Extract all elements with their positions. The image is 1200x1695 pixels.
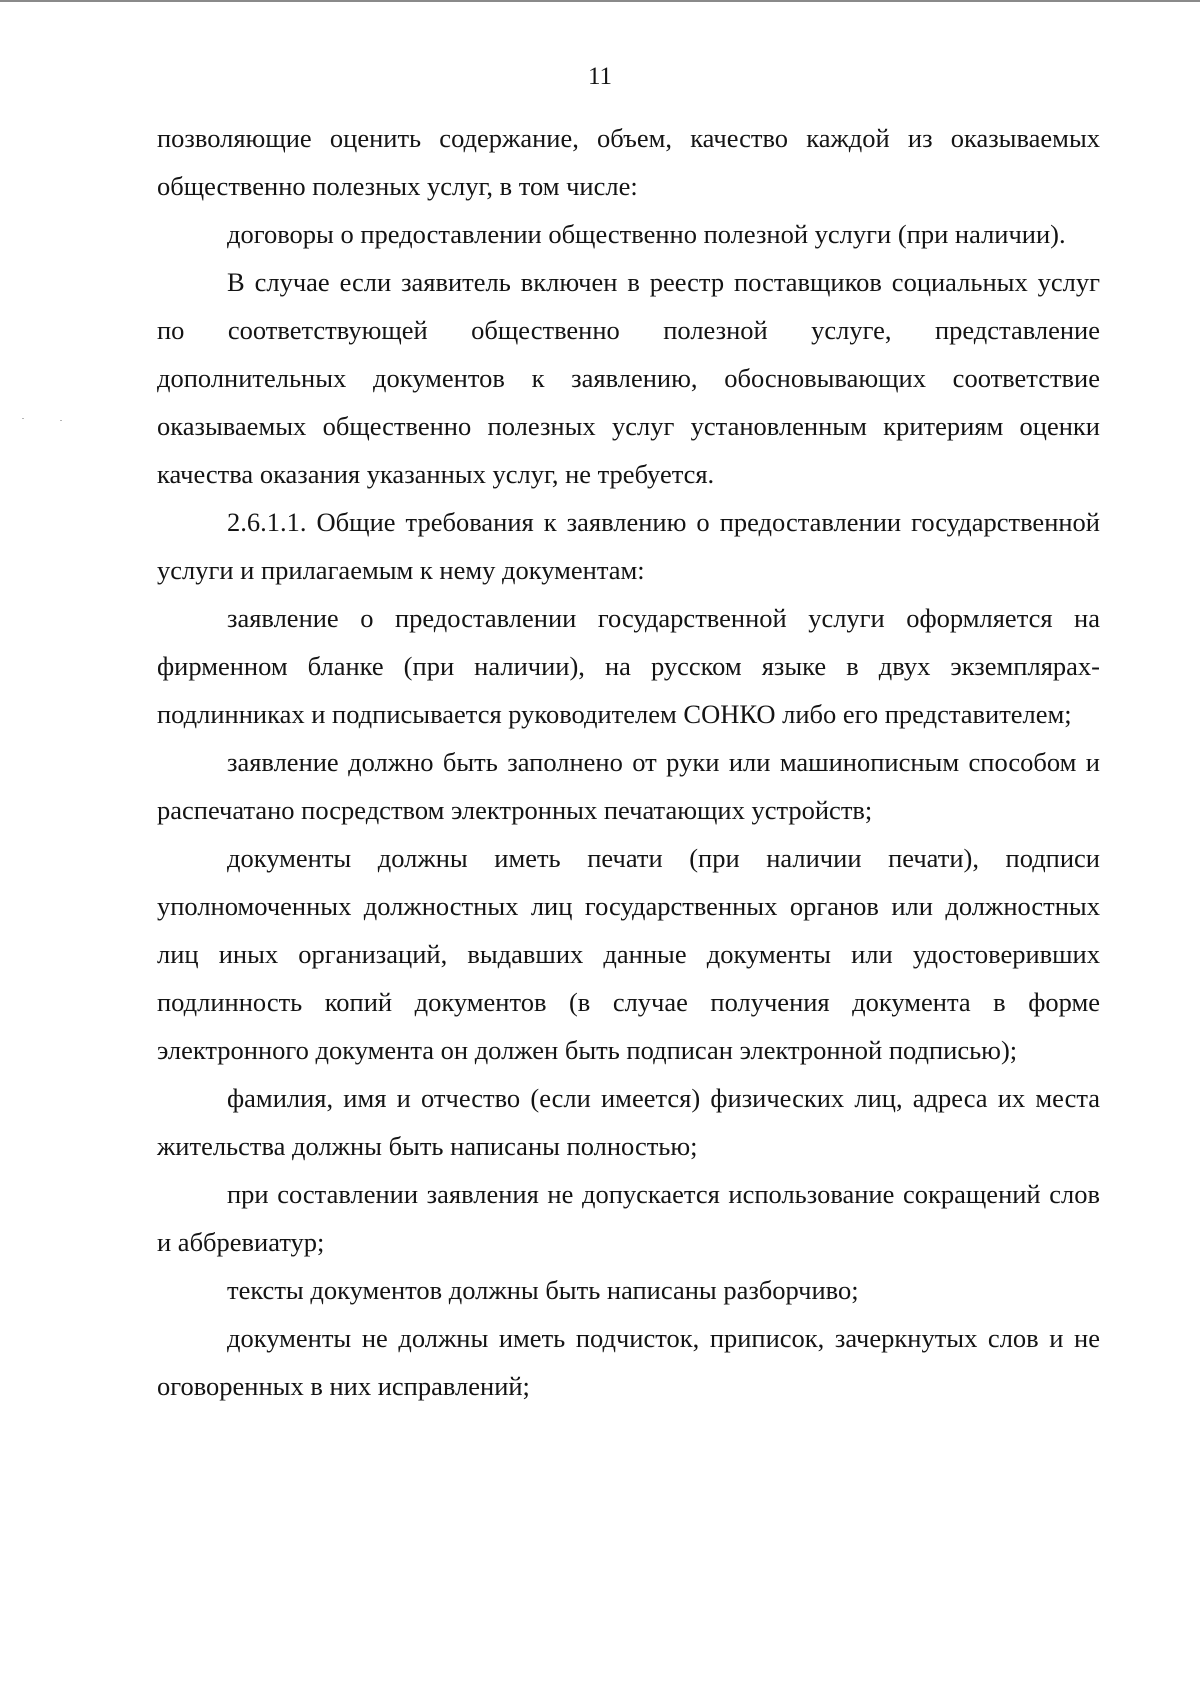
paragraph-section-2-6-1-1: 2.6.1.1. Общие требования к заявлению о предоставлении государственной услуги и прилагаемым к нему документам: bbox=[157, 507, 1100, 585]
page-number: 11 bbox=[587, 63, 613, 90]
paragraph-continuation: позволяющие оценить содержание, объем, качество каждой из оказываемых общественно полезных услуг, в том числе: bbox=[157, 123, 1100, 201]
scan-margin-specks bbox=[22, 418, 72, 422]
document-body bbox=[157, 114, 1100, 1410]
paragraph-registry-exemption: В случае если заявитель включен в реестр поставщиков социальных услуг по соответствующей общественно полезной услуге, представление дополнительных документов к заявлению, обосновывающих соответствие оказываемых общественно полезных услуг установленным критериям оценки качества оказания указанных услуг, не требуется. bbox=[157, 267, 1100, 489]
paragraph-legible-texts: тексты документов должны быть написаны разборчиво; bbox=[227, 1275, 859, 1305]
paragraph-application-filling: заявление должно быть заполнено от руки или машинописным способом и распечатано посредством электронных печатающих устройств; bbox=[157, 747, 1100, 825]
paragraph-contracts: договоры о предоставлении общественно полезной услуги (при наличии). bbox=[227, 219, 1066, 249]
paragraph-documents-seals: документы должны иметь печати (при наличии печати), подписи уполномоченных должностных лиц государственных органов или должностных лиц иных организаций, выдавших данные документы или удостоверивших подлинность копий документов (в случае получения документа в форме электронного документа он должен быть подписан электронной подписью); bbox=[157, 843, 1100, 1065]
page-top-edge bbox=[0, 0, 1200, 2]
paragraph-application-form: заявление о предоставлении государственной услуги оформляется на фирменном бланке (при наличии), на русском языке в двух экземплярах-подлинниках и подписывается руководителем СОНКО либо его представителем; bbox=[157, 603, 1100, 729]
scan-speck bbox=[22, 418, 24, 419]
paragraph-no-corrections: документы не должны иметь подчисток, приписок, зачеркнутых слов и не оговоренных в них исправлений; bbox=[157, 1323, 1100, 1401]
paragraph-no-abbreviations: при составлении заявления не допускается использование сокращений слов и аббревиатур; bbox=[157, 1179, 1100, 1257]
scan-speck bbox=[60, 420, 62, 421]
paragraph-full-names: фамилия, имя и отчество (если имеется) физических лиц, адреса их места жительства должны быть написаны полностью; bbox=[157, 1083, 1100, 1161]
